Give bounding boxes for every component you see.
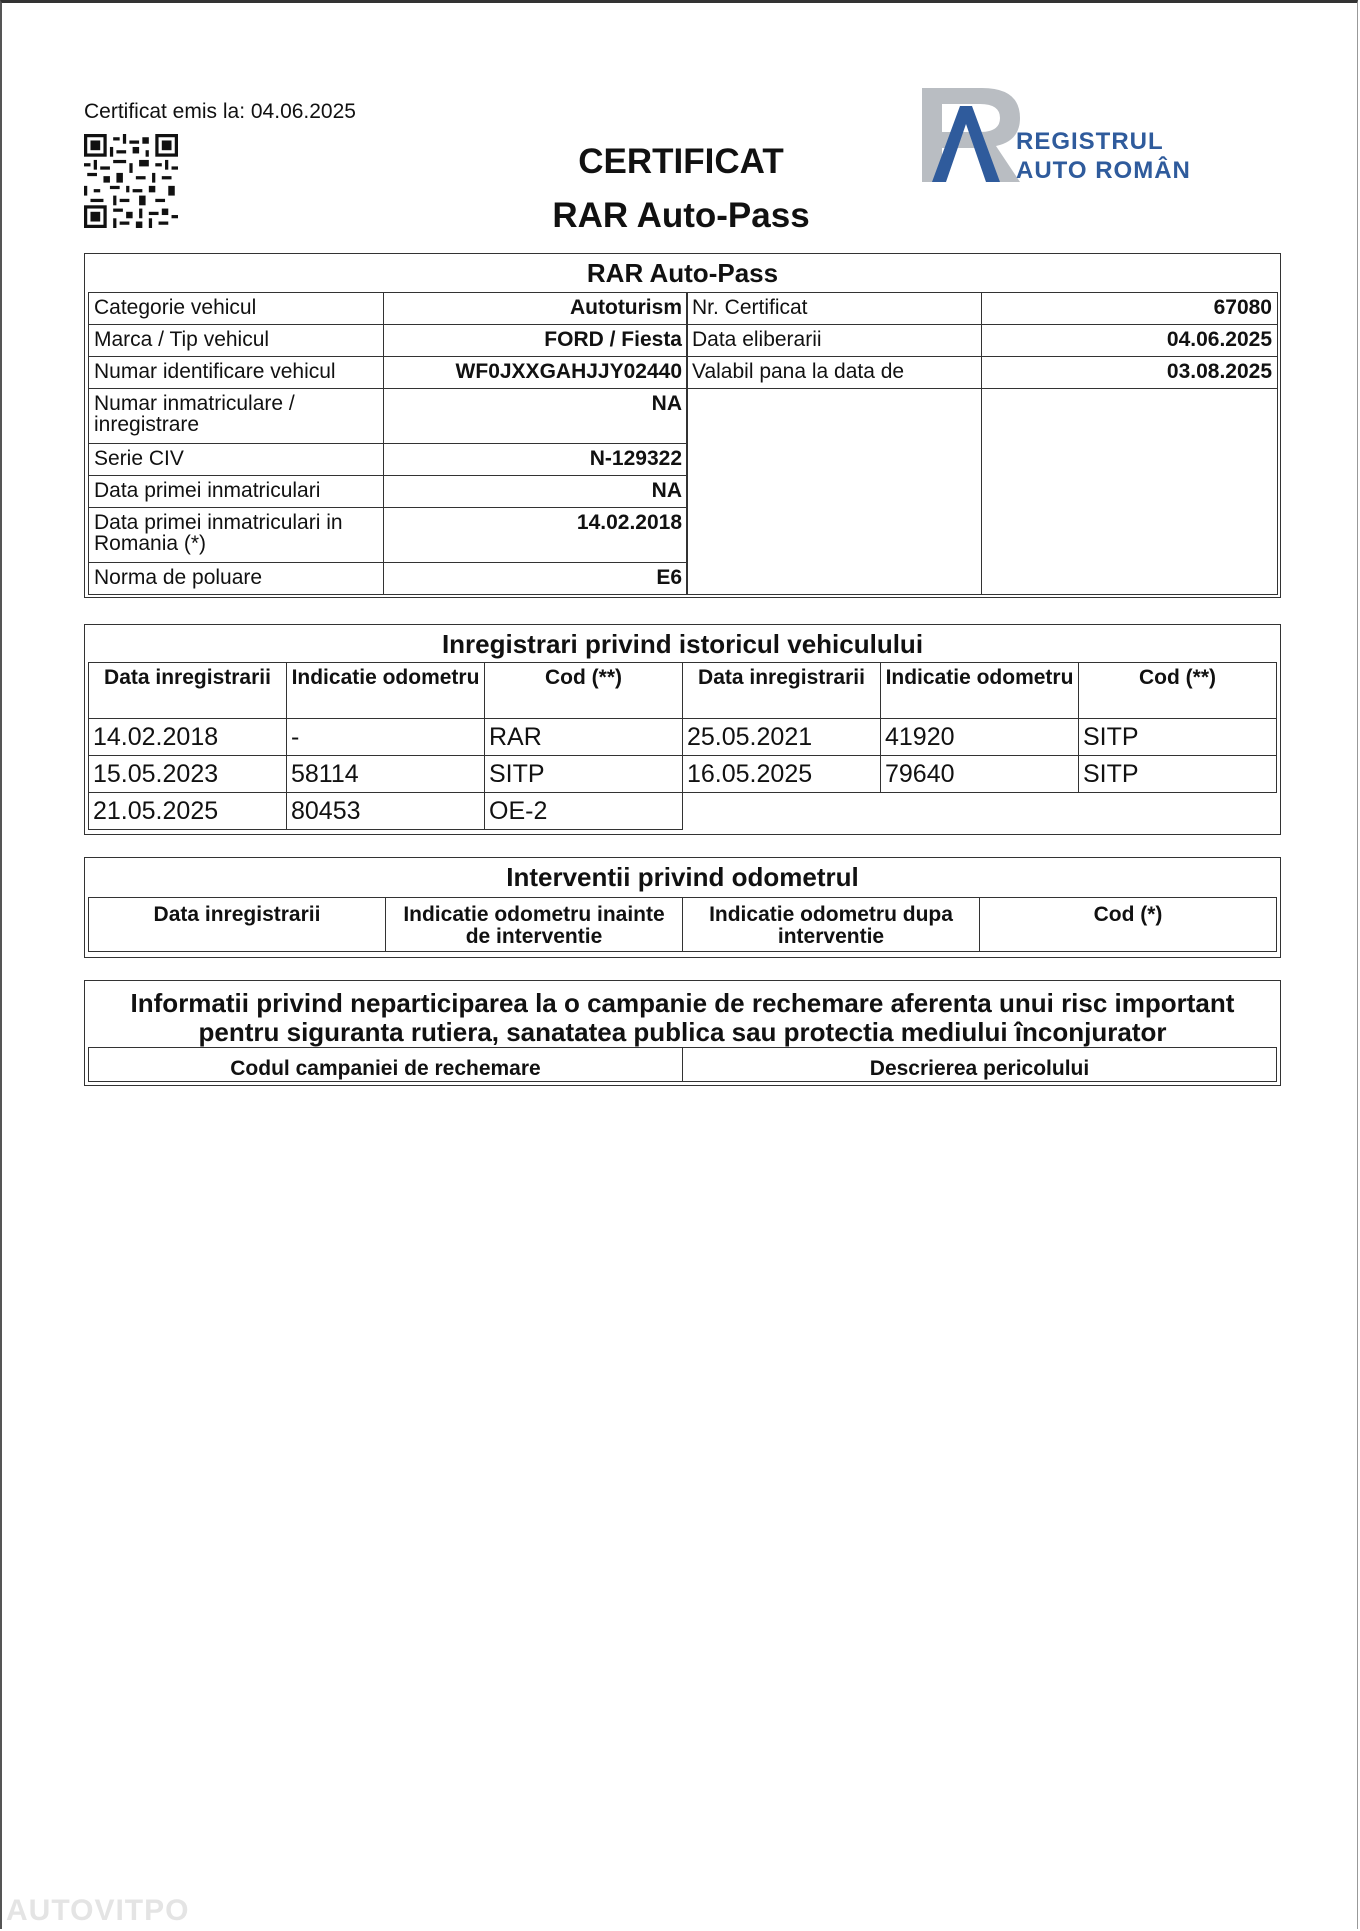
table-row [89,325,688,357]
column-header: Data inregistrarii [89,663,287,719]
certificate-label: Valabil pana la data de [687,357,982,389]
table-cell-empty [881,793,1079,830]
vehicle-label: Data primei inmatriculari [89,476,384,508]
table-row [89,719,1277,756]
table-row [687,293,1278,325]
table-cell: 80453 [287,793,485,830]
column-header: Indicatie odometru [287,663,485,719]
certificate-subtitle: RAR Auto-Pass [552,196,810,235]
logo-text-line2: AUTO ROMÂN [1016,157,1191,184]
vehicle-value: WF0JXXGAHJJY02440 [384,357,688,389]
table-row [89,793,1277,830]
table-cell: RAR [485,719,683,756]
column-header: Data inregistrarii [683,663,881,719]
table-row [687,389,1278,595]
certificate-value: 67080 [982,293,1278,325]
table-cell: SITP [485,756,683,793]
column-header: Indicatie odometru [881,663,1079,719]
vehicle-label: Norma de poluare [89,563,384,595]
logo-text-line1: REGISTRUL [1016,128,1164,155]
vehicle-value: NA [384,476,688,508]
table-cell: 14.02.2018 [89,719,287,756]
table-row [687,325,1278,357]
column-header: Data inregistrarii [89,898,386,952]
column-header: Indicatie odometru inainte de interventie [386,898,683,952]
table-row [89,508,688,563]
history-section-title: Inregistrari privind istoricul vehiculului [441,629,924,659]
vehicle-table [88,292,688,595]
certificate-table [686,292,1278,595]
vehicle-section-title: RAR Auto-Pass [586,258,779,288]
history-table [88,662,1277,830]
vehicle-value: N-129322 [384,444,688,476]
table-cell-empty [1079,793,1277,830]
table-cell-empty [683,793,881,830]
certificate-empty-cell [982,389,1278,595]
vehicle-value: 14.02.2018 [384,508,688,563]
certificate-value: 03.08.2025 [982,357,1278,389]
column-header: Descrierea pericolului [683,1048,1277,1082]
table-row [89,389,688,444]
certificate-empty-cell [687,389,982,595]
certificate-title: CERTIFICAT [578,142,784,181]
table-cell: SITP [1079,756,1277,793]
table-header-row [89,663,1277,719]
table-cell: OE-2 [485,793,683,830]
column-header: Codul campaniei de rechemare [89,1048,683,1082]
vehicle-value: Autoturism [384,293,688,325]
table-row [89,476,688,508]
table-header-row [89,1048,1277,1082]
certificate-label: Data eliberarii [687,325,982,357]
table-row [89,444,688,476]
vehicle-label: Marca / Tip vehicul [89,325,384,357]
table-cell: 41920 [881,719,1079,756]
certificate-value: 04.06.2025 [982,325,1278,357]
table-row [687,357,1278,389]
table-row [89,357,688,389]
vehicle-label: Serie CIV [89,444,384,476]
issued-date-label: Certificat emis la: 04.06.2025 [84,100,356,123]
table-cell: SITP [1079,719,1277,756]
table-cell: 21.05.2025 [89,793,287,830]
vehicle-label: Data primei inmatriculari in Romania (*) [89,508,384,563]
vehicle-value: FORD / Fiesta [384,325,688,357]
recall-section-title: Informatii privind neparticiparea la o campanie de rechemare aferenta unui risc important pentru siguranta rutiera, sanatatea publica sau protectia mediului înconjurator [130,988,1235,1047]
table-cell: 15.05.2023 [89,756,287,793]
table-row [89,756,1277,793]
table-cell: - [287,719,485,756]
odometer-table [88,897,1277,952]
certificate-label: Nr. Certificat [687,293,982,325]
vehicle-value: E6 [384,563,688,595]
table-cell: 25.05.2021 [683,719,881,756]
table-cell: 58114 [287,756,485,793]
table-row [89,293,688,325]
vehicle-label: Numar inmatriculare / inregistrare [89,389,384,444]
odometer-section-title: Interventii privind odometrul [506,862,859,892]
vehicle-label: Categorie vehicul [89,293,384,325]
column-header: Indicatie odometru dupa interventie [683,898,980,952]
column-header: Cod (*) [980,898,1277,952]
watermark: AUTOVITPO [6,1894,190,1927]
vehicle-value: NA [384,389,688,444]
table-cell: 16.05.2025 [683,756,881,793]
recall-table [88,1047,1277,1082]
column-header: Cod (**) [1079,663,1277,719]
table-header-row [89,898,1277,952]
table-cell: 79640 [881,756,1079,793]
table-row [89,563,688,595]
column-header: Cod (**) [485,663,683,719]
vehicle-label: Numar identificare vehicul [89,357,384,389]
